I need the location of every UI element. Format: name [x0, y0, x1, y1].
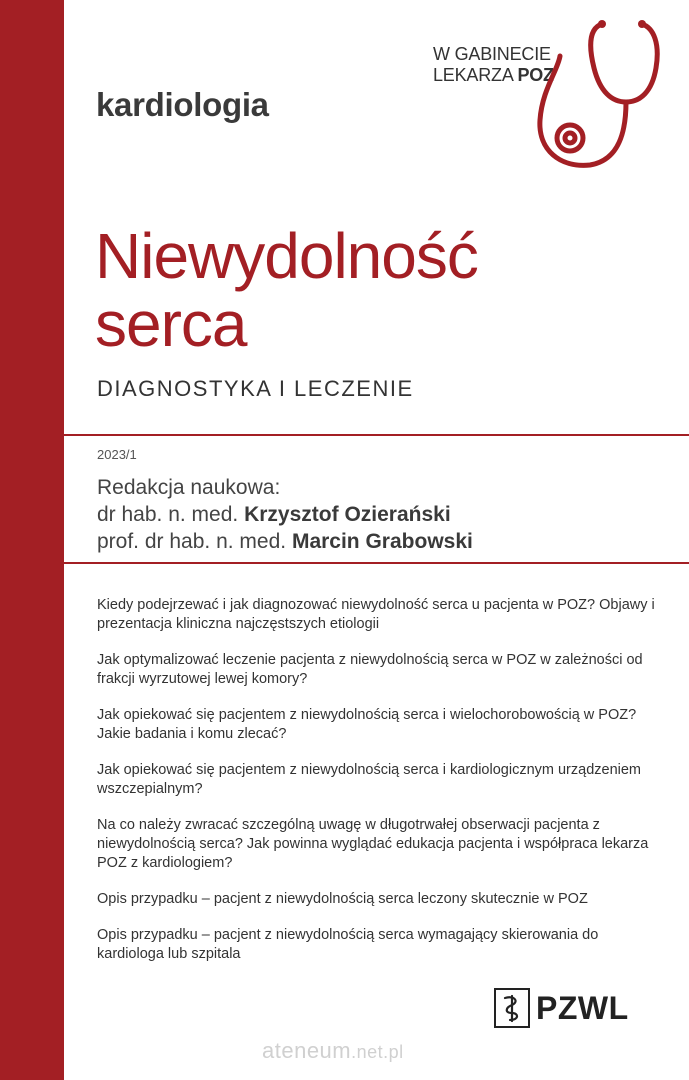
- divider-top: [64, 434, 689, 436]
- watermark-main: ateneum: [262, 1038, 352, 1063]
- topic-item: Na co należy zwracać szczególną uwagę w długotrwałej obserwacji pacjenta z niewydolnością serca? Jak powinna wyglądać edukacja pacjenta i współpraca lekarza POZ z kardiologiem?: [97, 817, 649, 871]
- editors-block: [97, 474, 473, 555]
- topic-item: Jak optymalizować leczenie pacjenta z niewydolnością serca w POZ w zależności od frakcji wyrzutowej lewej komory?: [97, 652, 643, 687]
- badge-line-1: W GABINECIE: [433, 44, 551, 64]
- watermark-suffix: .net.pl: [351, 1042, 404, 1062]
- editors-label: Redakcja naukowa:: [97, 476, 281, 499]
- editor-2-name: Marcin Grabowski: [291, 530, 473, 553]
- topic-item: Kiedy podejrzewać i jak diagnozować niewydolność serca u pacjenta w POZ? Objawy i prezentacja kliniczna najczęstszych etiologii: [97, 597, 655, 632]
- red-spine: [0, 0, 64, 1080]
- topic-item: Opis przypadku – pacjent z niewydolnością serca leczony skutecznie w POZ: [97, 891, 588, 907]
- title-line-2: serca: [95, 288, 247, 360]
- editor-line-1: [97, 501, 473, 528]
- book-subtitle: DIAGNOSTYKA I LECZENIE: [97, 376, 414, 401]
- stethoscope-icon: [530, 10, 670, 180]
- editor-line-2: [97, 528, 473, 555]
- topic-item: Jak opiekować się pacjentem z niewydolnością serca i kardiologicznym urządzeniem wszczepialnym?: [97, 762, 642, 797]
- publisher-logo: [494, 988, 629, 1028]
- topics-list: [97, 596, 657, 981]
- badge-line-2-bold: POZ: [517, 65, 554, 85]
- watermark: [262, 1038, 404, 1064]
- publisher-name: PZWL: [536, 989, 629, 1026]
- editor-1-prefix: dr hab. n. med.: [97, 503, 239, 526]
- book-title: [95, 222, 478, 358]
- topic-item: Opis przypadku – pacjent z niewydolnością serca wymagający skierowania do kardiologa lub szpitala: [97, 927, 599, 962]
- topic-item: Jak opiekować się pacjentem z niewydolnością serca i wielochorobowością w POZ? Jakie badania i komu zlecać?: [97, 707, 637, 742]
- editor-2-prefix: prof. dr hab. n. med.: [97, 530, 287, 553]
- issue-year: 2023/1: [97, 447, 137, 462]
- divider-bottom: [64, 562, 689, 564]
- pzwl-snake-logo-icon: [494, 988, 530, 1028]
- editor-1-name: Krzysztof Ozierański: [244, 503, 451, 526]
- series-label: kardiologia: [96, 86, 269, 123]
- title-line-1: Niewydolność: [95, 220, 478, 292]
- badge-line-2-prefix: LEKARZA: [433, 65, 518, 85]
